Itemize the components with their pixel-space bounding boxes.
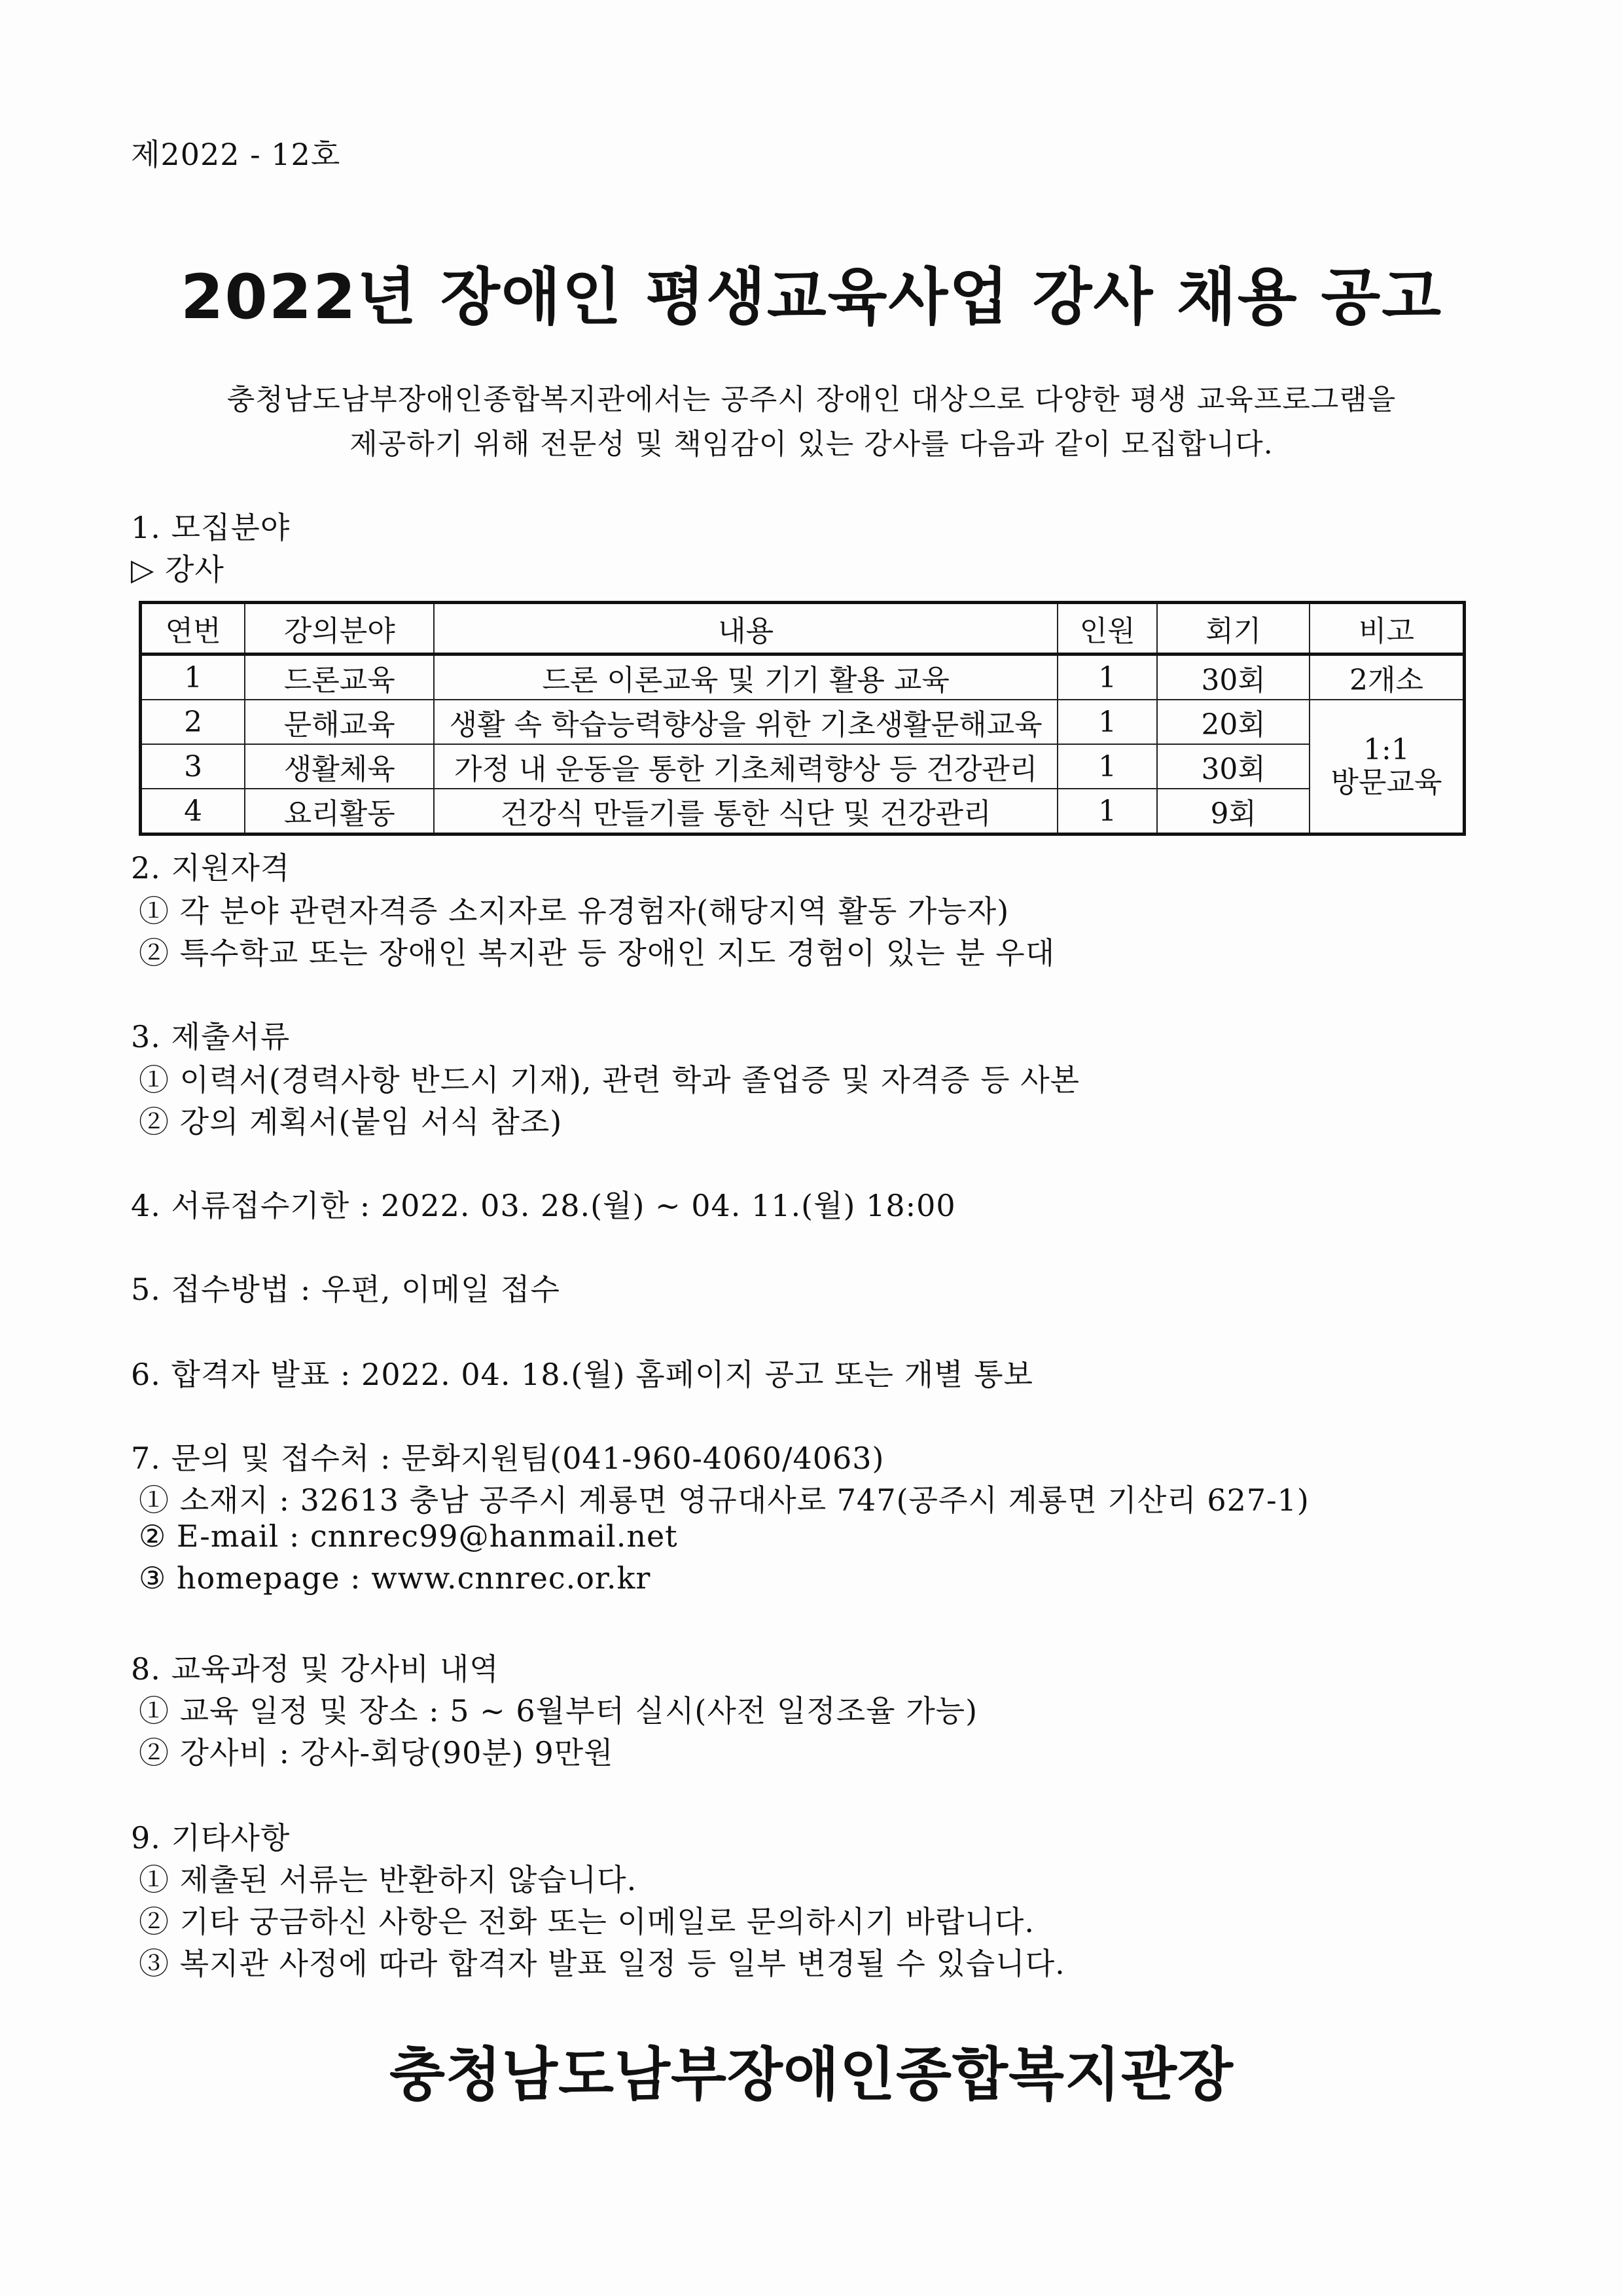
cell-no: 1 [141, 655, 245, 700]
section-9-item-2: ② 기타 궁금하신 사항은 전화 또는 이메일로 문의하시기 바랍니다. [139, 1904, 1035, 1939]
table-row [141, 655, 1465, 700]
document-number: 제2022 - 12호 [131, 137, 341, 172]
cell-note-merged [1310, 700, 1465, 834]
section-4-deadline: 4. 서류접수기한 : 2022. 03. 28.(월) ~ 04. 11.(월) 18:00 [131, 1188, 956, 1223]
cell-sessions: 9회 [1157, 789, 1309, 834]
cell-count: 1 [1058, 789, 1158, 834]
cell-field: 생활체육 [245, 744, 434, 789]
page-title: 2022년 장애인 평생교육사업 강사 채용 공고 [180, 262, 1443, 333]
recruitment-table [139, 601, 1466, 836]
cell-count: 1 [1058, 700, 1158, 744]
section-3-item-2: ② 강의 계획서(붙임 서식 참조) [139, 1104, 563, 1139]
section-8-item-1: ① 교육 일정 및 장소 : 5 ~ 6월부터 실시(사전 일정조율 가능) [139, 1693, 978, 1729]
cell-sessions: 30회 [1157, 655, 1309, 700]
merged-note-line-2: 방문교육 [1330, 766, 1442, 799]
cell-field: 드론교육 [245, 655, 434, 700]
cell-content: 건강식 만들기를 통한 식단 및 건강관리 [434, 789, 1057, 834]
cell-content: 생활 속 학습능력향상을 위한 기초생활문해교육 [434, 700, 1057, 744]
section-9-item-1: ① 제출된 서류는 반환하지 않습니다. [139, 1862, 637, 1897]
section-6-announcement: 6. 합격자 발표 : 2022. 04. 18.(월) 홈페이지 공고 또는 개별 통보 [131, 1357, 1033, 1392]
section-7-address: ① 소재지 : 32613 충남 공주시 계룡면 영규대사로 747(공주시 계룡면 기산리 627-1) [139, 1482, 1310, 1518]
section-1-sub: ▷ 강사 [131, 552, 224, 587]
cell-sessions: 20회 [1157, 700, 1309, 744]
merged-note-line-1: 1:1 [1363, 733, 1410, 766]
table-row [141, 700, 1465, 744]
section-9-item-3: ③ 복지관 사정에 따라 합격자 발표 일정 등 일부 변경될 수 있습니다. [139, 1946, 1065, 1981]
cell-no: 2 [141, 700, 245, 744]
section-8-heading: 8. 교육과정 및 강사비 내역 [131, 1651, 499, 1687]
table-header-row [141, 603, 1465, 655]
cell-content: 가정 내 운동을 통한 기초체력향상 등 건강관리 [434, 744, 1057, 789]
cell-field: 문해교육 [245, 700, 434, 744]
intro-line-1: 충청남도남부장애인종합복지관에서는 공주시 장애인 대상으로 다양한 평생 교육프로그램을 [226, 383, 1397, 416]
section-7-homepage: ③ homepage : www.cnnrec.or.kr [139, 1560, 651, 1596]
header-no: 연번 [141, 603, 245, 655]
cell-no: 3 [141, 744, 245, 789]
section-5-method: 5. 접수방법 : 우편, 이메일 접수 [131, 1272, 560, 1307]
section-1-heading: 1. 모집분야 [131, 510, 291, 545]
cell-note: 2개소 [1310, 655, 1465, 700]
header-sessions: 회기 [1157, 603, 1309, 655]
section-7-email: ② E-mail : cnnrec99@hanmail.net [139, 1518, 678, 1554]
section-7-heading: 7. 문의 및 접수처 : 문화지원팀(041-960-4060/4063) [131, 1441, 885, 1476]
cell-sessions: 30회 [1157, 744, 1309, 789]
intro-line-2: 제공하기 위해 전문성 및 책임감이 있는 강사를 다음과 같이 모집합니다. [349, 427, 1274, 461]
cell-no: 4 [141, 789, 245, 834]
header-note: 비고 [1310, 603, 1465, 655]
header-field: 강의분야 [245, 603, 434, 655]
header-count: 인원 [1058, 603, 1158, 655]
section-3-heading: 3. 제출서류 [131, 1019, 291, 1054]
cell-count: 1 [1058, 655, 1158, 700]
cell-count: 1 [1058, 744, 1158, 789]
section-2-heading: 2. 지원자격 [131, 850, 291, 886]
section-2-item-2: ② 특수학교 또는 장애인 복지관 등 장애인 지도 경험이 있는 분 우대 [139, 935, 1056, 971]
cell-content: 드론 이론교육 및 기기 활용 교육 [434, 655, 1057, 700]
table-row [141, 744, 1465, 789]
header-content: 내용 [434, 603, 1057, 655]
issuer-signature: 충청남도남부장애인종합복지관장 [389, 2041, 1234, 2108]
cell-field: 요리활동 [245, 789, 434, 834]
section-2-item-1: ① 각 분야 관련자격증 소지자로 유경험자(해당지역 활동 가능자) [139, 893, 1010, 929]
section-8-item-2: ② 강사비 : 강사-회당(90분) 9만원 [139, 1735, 614, 1770]
section-3-item-1: ① 이력서(경력사항 반드시 기재), 관련 학과 졸업증 및 자격증 등 사본 [139, 1062, 1080, 1098]
table-row [141, 789, 1465, 834]
section-9-heading: 9. 기타사항 [131, 1820, 291, 1856]
